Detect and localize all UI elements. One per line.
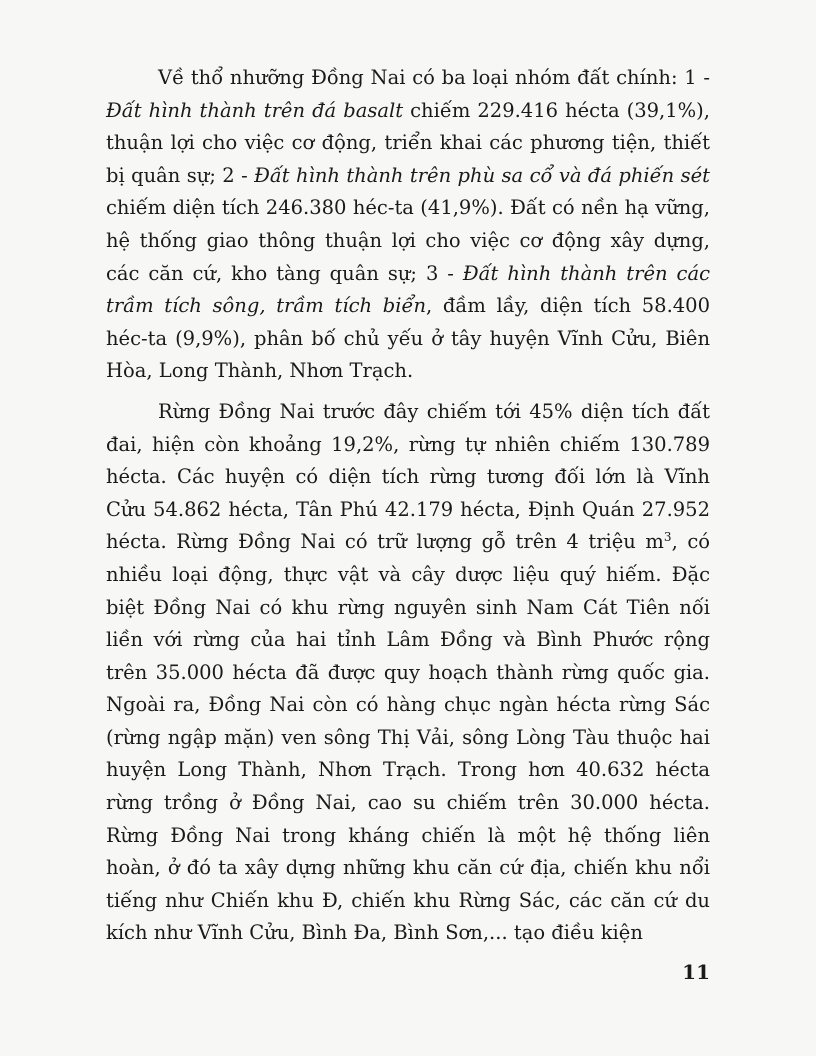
italic-soil-type-3: Đất hình thành trên các trầm tích sông, trầm tích biển xyxy=(106,261,710,318)
text-run: chiếm diện tích 246.380 héc-ta (41,9%). Đất có nền hạ vững, hệ thống giao thông thuận lợi cho việc cơ động xây dựng, các căn cứ, kho tàng quân sự; 3 - xyxy=(106,196,710,285)
text-run: chiếm 229.416 hécta (39,1%), thuận lợi cho việc cơ động, triển khai các phương tiện, thiết bị quân sự; 2 - xyxy=(106,98,710,187)
body-text xyxy=(106,62,710,950)
paragraph-soil xyxy=(106,62,710,388)
text-run: , có nhiều loại động, thực vật và cây dược liệu quý hiếm. Đặc biệt Đồng Nai có khu rừng nguyên sinh Nam Cát Tiên nối liền với rừng của hai tỉnh Lâm Đồng và Bình Phước rộng trên 35.000 hécta đã được quy hoạch thành rừng quốc gia. Ngoài ra, Đồng Nai còn có hàng chục ngàn hécta rừng Sác (rừng ngập mặn) ven sông Thị Vải, sông Lòng Tàu thuộc hai huyện Long Thành, Nhơn Trạch. Trong hơn 40.632 hécta rừng trồng ở Đồng Nai, cao su chiếm trên 30.000 hécta. Rừng Đồng Nai trong kháng chiến là một hệ thống liên hoàn, ở đó ta xây dựng những khu căn cứ địa, chiến khu nổi tiếng như Chiến khu Đ, chiến khu Rừng Sác, các căn cứ du kích như Vĩnh Cửu, Bình Đa, Bình Sơn,... tạo điều kiện xyxy=(106,530,710,945)
text-run: Rừng Đồng Nai trước đây chiếm tới 45% diện tích đất đai, hiện còn khoảng 19,2%, rừng tự nhiên chiếm 130.789 hécta. Các huyện có diện tích rừng tương đối lớn là Vĩnh Cửu 54.862 hécta, Tân Phú 42.179 hécta, Định Quán 27.952 hécta. Rừng Đồng Nai có trữ lượng gỗ trên 4 triệu m xyxy=(106,399,710,554)
superscript-exponent: 3 xyxy=(663,530,672,545)
text-run: Về thổ nhưỡng Đồng Nai có ba loại nhóm đất chính: 1 - xyxy=(158,66,710,89)
italic-soil-type-2: Đất hình thành trên phù sa cổ và đá phiến sét xyxy=(254,163,710,187)
italic-soil-type-1: Đất hình thành trên đá basalt xyxy=(106,98,404,122)
page-number: 11 xyxy=(682,960,710,984)
text-run: , đầm lầy, diện tích 58.400 héc-ta (9,9%), phân bố chủ yếu ở tây huyện Vĩnh Cửu, Biên Hòa, Long Thành, Nhơn Trạch. xyxy=(106,294,710,383)
paragraph-forest xyxy=(106,396,710,950)
